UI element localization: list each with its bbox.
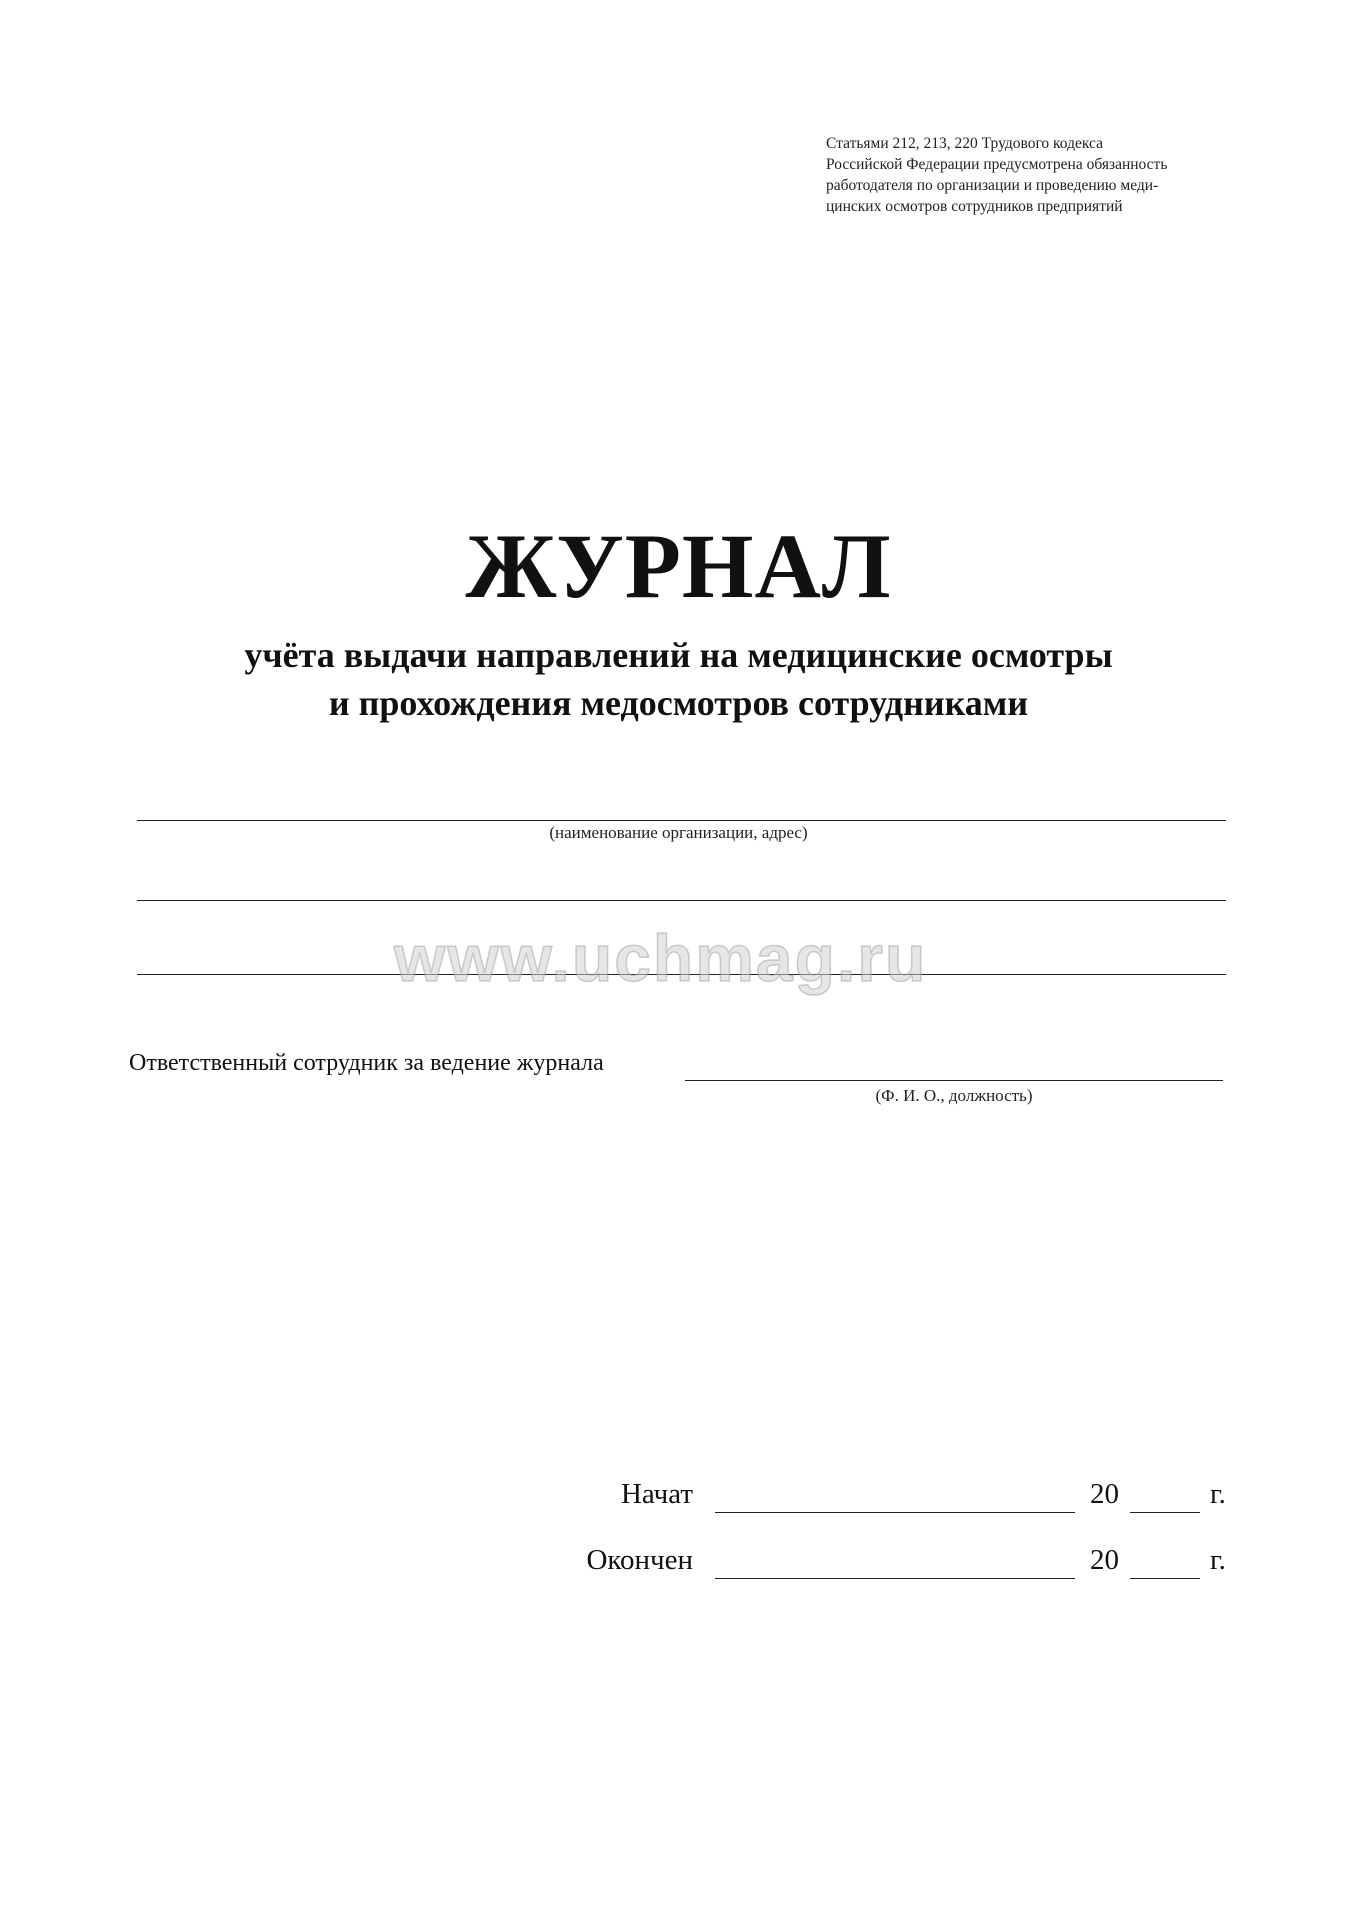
watermark-logo: www.uchmag.ru (394, 921, 928, 995)
finished-year-line (1130, 1578, 1200, 1579)
responsible-name-line (685, 1080, 1223, 1081)
journal-title: ЖУРНАЛ (465, 515, 892, 617)
journal-subtitle-line1: учёта выдачи направлений на медицинские осмотры (244, 635, 1113, 675)
finished-year-prefix: 20 (1090, 1544, 1119, 1576)
started-year-suffix: г. (1210, 1478, 1226, 1510)
org-name-line-1 (137, 820, 1226, 821)
org-caption: (наименование организации, адрес) (549, 823, 808, 842)
legal-note-line: цинских осмотров сотрудников предприятий (826, 198, 1123, 215)
started-label: Начат (620, 1478, 693, 1510)
journal-subtitle-line2: и прохождения медосмотров сотрудниками (328, 683, 1029, 723)
started-date-line (715, 1512, 1075, 1513)
finished-date-line (715, 1578, 1075, 1579)
responsible-label: Ответственный сотрудник за ведение журнала (129, 1050, 604, 1076)
legal-note-line: Статьями 212, 213, 220 Трудового кодекса (826, 135, 1103, 152)
responsible-caption: (Ф. И. О., должность) (875, 1086, 1033, 1105)
finished-label: Окончен (586, 1544, 693, 1576)
legal-note-line: работодателя по организации и проведению меди- (826, 177, 1159, 194)
started-year-prefix: 20 (1090, 1478, 1119, 1510)
legal-note (826, 133, 1234, 217)
legal-note-line: Российской Федерации предусмотрена обязанность (826, 156, 1168, 173)
org-name-line-2 (137, 900, 1226, 901)
finished-year-suffix: г. (1210, 1544, 1226, 1576)
started-year-line (1130, 1512, 1200, 1513)
